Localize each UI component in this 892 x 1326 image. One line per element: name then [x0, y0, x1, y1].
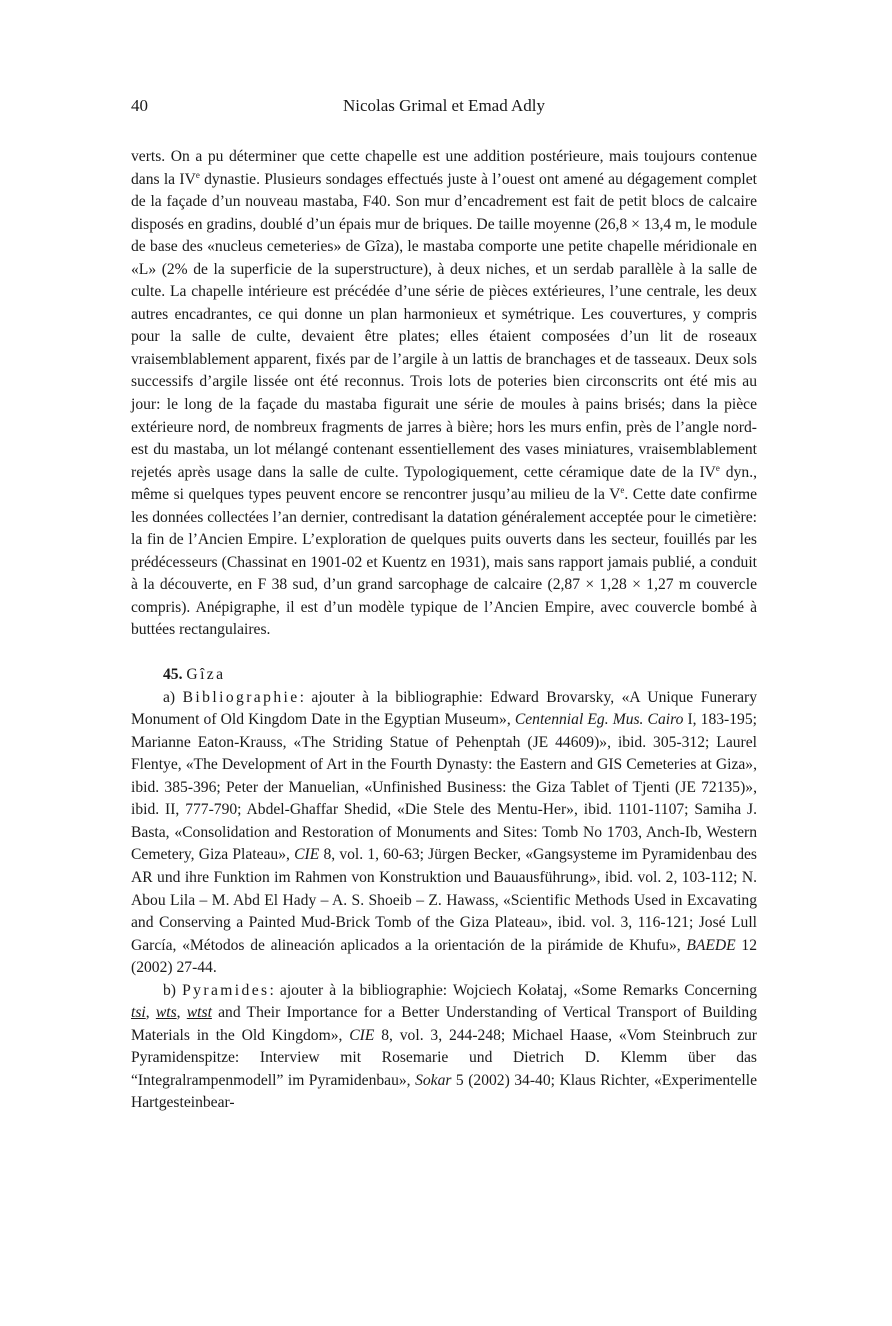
page-number: 40	[131, 96, 148, 115]
paragraph-mastaba-f40	[131, 146, 757, 642]
item-keyword: Pyramides	[182, 981, 270, 999]
text-run: 8, vol. 3, 244-248; Michael Haase, «Vom Steinbruch zur Pyramidenspitze: Interview mit Rosemarie und Dietrich D. Klemm über das “Integralrampenmodell” im Pyramidenbau»,	[131, 1026, 757, 1089]
text-run: 12 (2002) 27-44.	[131, 936, 757, 977]
paragraph-pyramides	[131, 980, 757, 1115]
page-header	[131, 96, 757, 120]
superscript: e	[195, 169, 200, 180]
underlined-term: wtst	[186, 1004, 212, 1022]
italic-citation: CIE	[294, 846, 320, 864]
item-label: b)	[163, 981, 176, 999]
text-run: dynastie. Plusieurs sondages effectués juste à l’ouest ont amené au dégagement complet de la façade d’un nouveau mastaba, F40. Son mur d’encadrement est fait de petit blocs de calcaire disposés en gradins, doublé d’un épais mur de briques. De taille moyenne (26,8 × 13,4 m, le module de base des «nucleus cemeteries» de Gîza), le mastaba comporte une petite chapelle méridionale en «L» (2% de la superficie de la superstructure), à deux niches, et un serdab parallèle à la salle de culte. La chapelle intérieure est précédée d’une série de pièces extérieures, l’une centrale, les deux autres encadrantes, ce qui donne un plan harmonieux et symétrique. Les couvertures, y compris pour la salle de culte, devaient être plates; elles étaient composées d’un lit de roseaux vraisemblablement apparent, fixés par de l’argile à un lattis de branchages et de tasseaux. Deux sols successifs d’argile lissée ont été reconnus. Trois lots de poteries bien circonscrits ont été mis au jour: le long de la façade du mastaba figurait une série de moules à pains brisés; dans la pièce extérieure nord, de nombreux fragments de jarres à bière; hors les murs enfin, près de l’angle nord-est du mastaba, un lot mélangé contenant essentiellement des vases miniatures, vraisemblablement rejetés après usage dans la salle de culte. Typologiquement, cette céramique date de la IV	[131, 170, 757, 481]
text-run: 8, vol. 1, 60-63; Jürgen Becker, «Gangsysteme im Pyramidenbau des AR und ihre Funktion im Rahmen von Konstruktion und Bauausführung», ibid. vol. 2, 103-112; N. Abou Lila – M. Abd El Hady – A. S. Shoeib – Z. Hawass, «Scientific Methods Used in Excavating and Conserving a Painted Mud-Brick Tomb of the Giza Plateau», ibid. vol. 3, 116-121; José Lull García, «Métodos de alineación aplicados a la orientación de la pirámide de Khufu»,	[131, 846, 757, 954]
italic-citation: Sokar	[415, 1071, 452, 1089]
text-run: verts. On a pu déterminer que cette chapelle est une addition postérieure, mais toujours contenue dans la IV	[131, 148, 757, 188]
underlined-term: wts	[155, 1004, 177, 1022]
text-run: I, 183-195; Marianne Eaton-Krauss, «The Striding Statue of Pehenptah (JE 44609)», ibid. 305-312; Laurel Flentye, «The Development of Art in the Fourth Dynasty: the Eastern and GIS Cemeteries at Giza», ibid. 385-396; Peter der Manuelian, «Unfinished Business: the Giza Tablet of Tjenti (JE 72135)», ibid. II, 777-790; Abdel-Ghaffar Shedid, «Die Stele des Mentu-Her», ibid. 1101-1107; Samiha J. Basta, «Consolidation and Restoration of Monuments and Sites: Tomb No 1703, Anch-Ib, Western Cemetery, Giza Plateau»,	[131, 711, 757, 864]
running-head: Nicolas Grimal et Emad Adly	[342, 96, 546, 115]
text-run: : ajouter à la bibliographie: Edward Brovarsky, «A Unique Funerary Monument of Old Kingdom Date in the Egyptian Museum»,	[131, 688, 757, 729]
item-keyword: Bibliographie	[182, 688, 300, 706]
italic-citation: BAEDE	[686, 936, 736, 954]
superscript: e	[715, 462, 720, 473]
paragraph-bibliographie	[131, 687, 757, 980]
text-run: . Cette date confirme les données collectées l’an dernier, contredisant la datation généralement acceptée pour le cimetière: la fin de l’Ancien Empire. L’exploration de quelques puits ouverts dans les secteur, fouillés par les prédécesseurs (Chassinat en 1901-02 et Kuentz en 1931), mais sans rapport jamais publié, a conduit à la découverte, en F 38 sud, d’un grand sarcophage de calcaire (2,87 × 1,28 × 1,27 m couvercle compris). Anépigraphe, il est d’un modèle typique de l’Ancien Empire, avec couvercle bombé à buttées rectangulaires.	[131, 486, 757, 639]
text-run: and Their Importance for a Better Understanding of Vertical Transport of Building Materials in the Old Kingdom»,	[131, 1004, 757, 1044]
text-run: ,	[176, 1004, 187, 1022]
underlined-term: tsi	[131, 1004, 146, 1022]
text-run: : ajouter à la bibliographie: Wojciech Kołataj, «Some Remarks Concerning	[269, 981, 757, 999]
spacer	[131, 642, 757, 664]
text-run: ,	[145, 1004, 156, 1022]
item-label: a)	[163, 688, 176, 706]
section-number: 45.	[163, 666, 183, 684]
text-run: 5 (2002) 34-40; Klaus Richter, «Experimentelle Hartgesteinbear-	[131, 1071, 757, 1112]
superscript: e	[620, 485, 625, 496]
section-heading	[131, 664, 757, 687]
section-title: Gîza	[186, 666, 226, 684]
body-text	[131, 146, 757, 1115]
italic-citation: Centennial Eg. Mus. Cairo	[514, 711, 684, 729]
italic-citation: CIE	[349, 1026, 375, 1044]
text-run: dyn., même si quelques types peuvent encore se rencontrer jusqu’au milieu de la V	[131, 463, 757, 504]
